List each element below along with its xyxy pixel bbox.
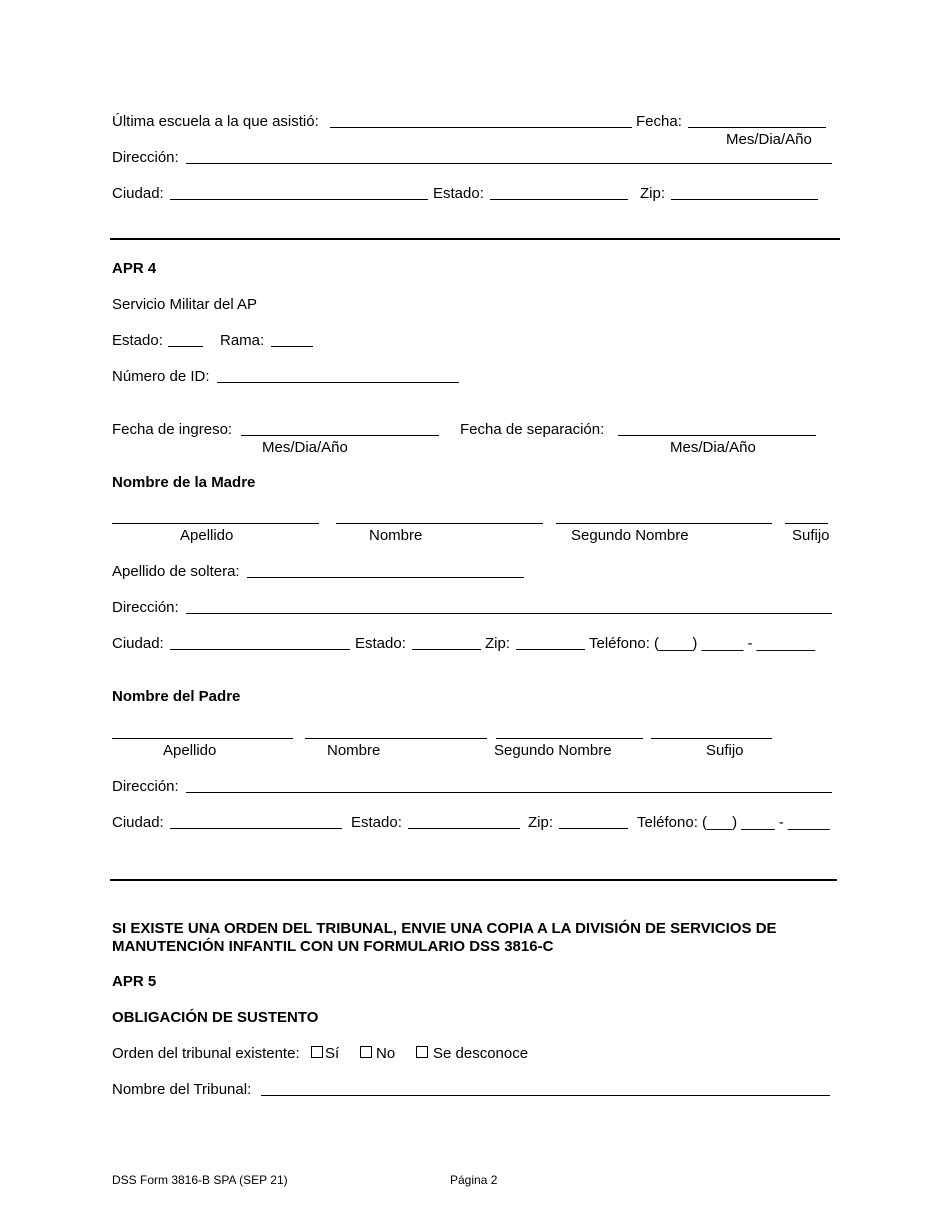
mother-phone-label[interactable]: Teléfono: (____) _____ - _______ <box>589 635 816 652</box>
mother-city-label: Ciudad: <box>112 635 164 652</box>
military-status-label: Estado: <box>112 332 163 349</box>
court-order-unknown-checkbox[interactable] <box>416 1046 428 1058</box>
school-zip-label: Zip: <box>640 185 666 202</box>
father-city-field[interactable] <box>170 828 342 829</box>
father-first-name-caption: Nombre <box>327 742 381 759</box>
father-city-label: Ciudad: <box>112 814 164 831</box>
maiden-name-field[interactable] <box>247 577 524 578</box>
school-state-label: Estado: <box>433 185 484 202</box>
father-middle-name-caption: Segundo Nombre <box>494 742 612 759</box>
apr4-heading: APR 4 <box>112 260 157 277</box>
mother-state-field[interactable] <box>412 649 481 650</box>
father-address-label: Dirección: <box>112 778 179 795</box>
separation-date-field[interactable] <box>618 435 816 436</box>
father-zip-label: Zip: <box>528 814 554 831</box>
school-date-label: Fecha: <box>636 113 682 130</box>
court-order-unknown-label: Se desconoce <box>433 1045 529 1062</box>
school-city-field[interactable] <box>170 199 428 200</box>
court-order-label: Orden del tribunal existente: <box>112 1045 300 1062</box>
mother-suffix-field[interactable] <box>785 523 828 524</box>
court-order-no-label: No <box>376 1045 396 1062</box>
court-name-field[interactable] <box>261 1095 830 1096</box>
separation-date-format: Mes/Dia/Año <box>670 439 756 456</box>
military-service-label: Servicio Militar del AP <box>112 296 258 313</box>
school-address-label: Dirección: <box>112 149 179 166</box>
military-id-label: Número de ID: <box>112 368 210 385</box>
mother-last-name-field[interactable] <box>112 523 319 524</box>
military-id-field[interactable] <box>217 382 459 383</box>
mother-address-field[interactable] <box>186 613 832 614</box>
school-date-format: Mes/Dia/Año <box>726 131 812 148</box>
section-divider <box>110 238 840 240</box>
page-number: Página 2 <box>450 1173 498 1187</box>
father-middle-name-field[interactable] <box>496 738 643 739</box>
entry-date-label: Fecha de ingreso: <box>112 421 233 438</box>
father-suffix-caption: Sufijo <box>706 742 744 759</box>
mother-suffix-caption: Sufijo <box>792 527 830 544</box>
mother-first-name-field[interactable] <box>336 523 543 524</box>
mother-first-name-caption: Nombre <box>369 527 423 544</box>
military-branch-field[interactable] <box>271 346 313 347</box>
school-state-field[interactable] <box>490 199 628 200</box>
last-school-label: Última escuela a la que asistió: <box>112 113 319 130</box>
apr5-heading: APR 5 <box>112 973 157 990</box>
father-state-field[interactable] <box>408 828 520 829</box>
mother-zip-label: Zip: <box>485 635 511 652</box>
school-city-label: Ciudad: <box>112 185 164 202</box>
section-divider-2 <box>110 879 837 881</box>
mother-middle-name-caption: Segundo Nombre <box>571 527 689 544</box>
school-date-field[interactable] <box>688 127 826 128</box>
father-first-name-field[interactable] <box>305 738 487 739</box>
mother-middle-name-field[interactable] <box>556 523 772 524</box>
father-state-label: Estado: <box>351 814 402 831</box>
father-address-field[interactable] <box>186 792 832 793</box>
mother-last-name-caption: Apellido <box>180 527 234 544</box>
entry-date-field[interactable] <box>241 435 439 436</box>
military-status-field[interactable] <box>168 346 203 347</box>
school-address-field[interactable] <box>186 163 832 164</box>
support-obligation-heading: OBLIGACIÓN DE SUSTENTO <box>112 1009 319 1026</box>
father-last-name-field[interactable] <box>112 738 293 739</box>
father-phone-label[interactable]: Teléfono: (___) ____ - _____ <box>637 814 830 831</box>
court-order-notice-line2: MANUTENCIÓN INFANTIL CON UN FORMULARIO DSS 3816-C <box>112 938 554 955</box>
court-name-label: Nombre del Tribunal: <box>112 1081 252 1098</box>
separation-date-label: Fecha de separación: <box>460 421 605 438</box>
school-zip-field[interactable] <box>671 199 818 200</box>
court-order-notice-line1: SI EXISTE UNA ORDEN DEL TRIBUNAL, ENVIE UNA COPIA A LA DIVISIÓN DE SERVICIOS DE <box>112 920 777 937</box>
military-branch-label: Rama: <box>220 332 265 349</box>
father-zip-field[interactable] <box>559 828 628 829</box>
court-order-yes-checkbox[interactable] <box>311 1046 323 1058</box>
father-last-name-caption: Apellido <box>163 742 217 759</box>
court-order-yes-label: Sí <box>325 1045 340 1062</box>
mother-zip-field[interactable] <box>516 649 585 650</box>
mother-heading: Nombre de la Madre <box>112 474 256 491</box>
mother-state-label: Estado: <box>355 635 406 652</box>
maiden-name-label: Apellido de soltera: <box>112 563 240 580</box>
entry-date-format: Mes/Dia/Año <box>262 439 348 456</box>
court-order-no-checkbox[interactable] <box>360 1046 372 1058</box>
form-id: DSS Form 3816-B SPA (SEP 21) <box>112 1173 288 1187</box>
mother-city-field[interactable] <box>170 649 350 650</box>
father-suffix-field[interactable] <box>651 738 772 739</box>
last-school-field[interactable] <box>330 127 632 128</box>
father-heading: Nombre del Padre <box>112 688 241 705</box>
mother-address-label: Dirección: <box>112 599 179 616</box>
